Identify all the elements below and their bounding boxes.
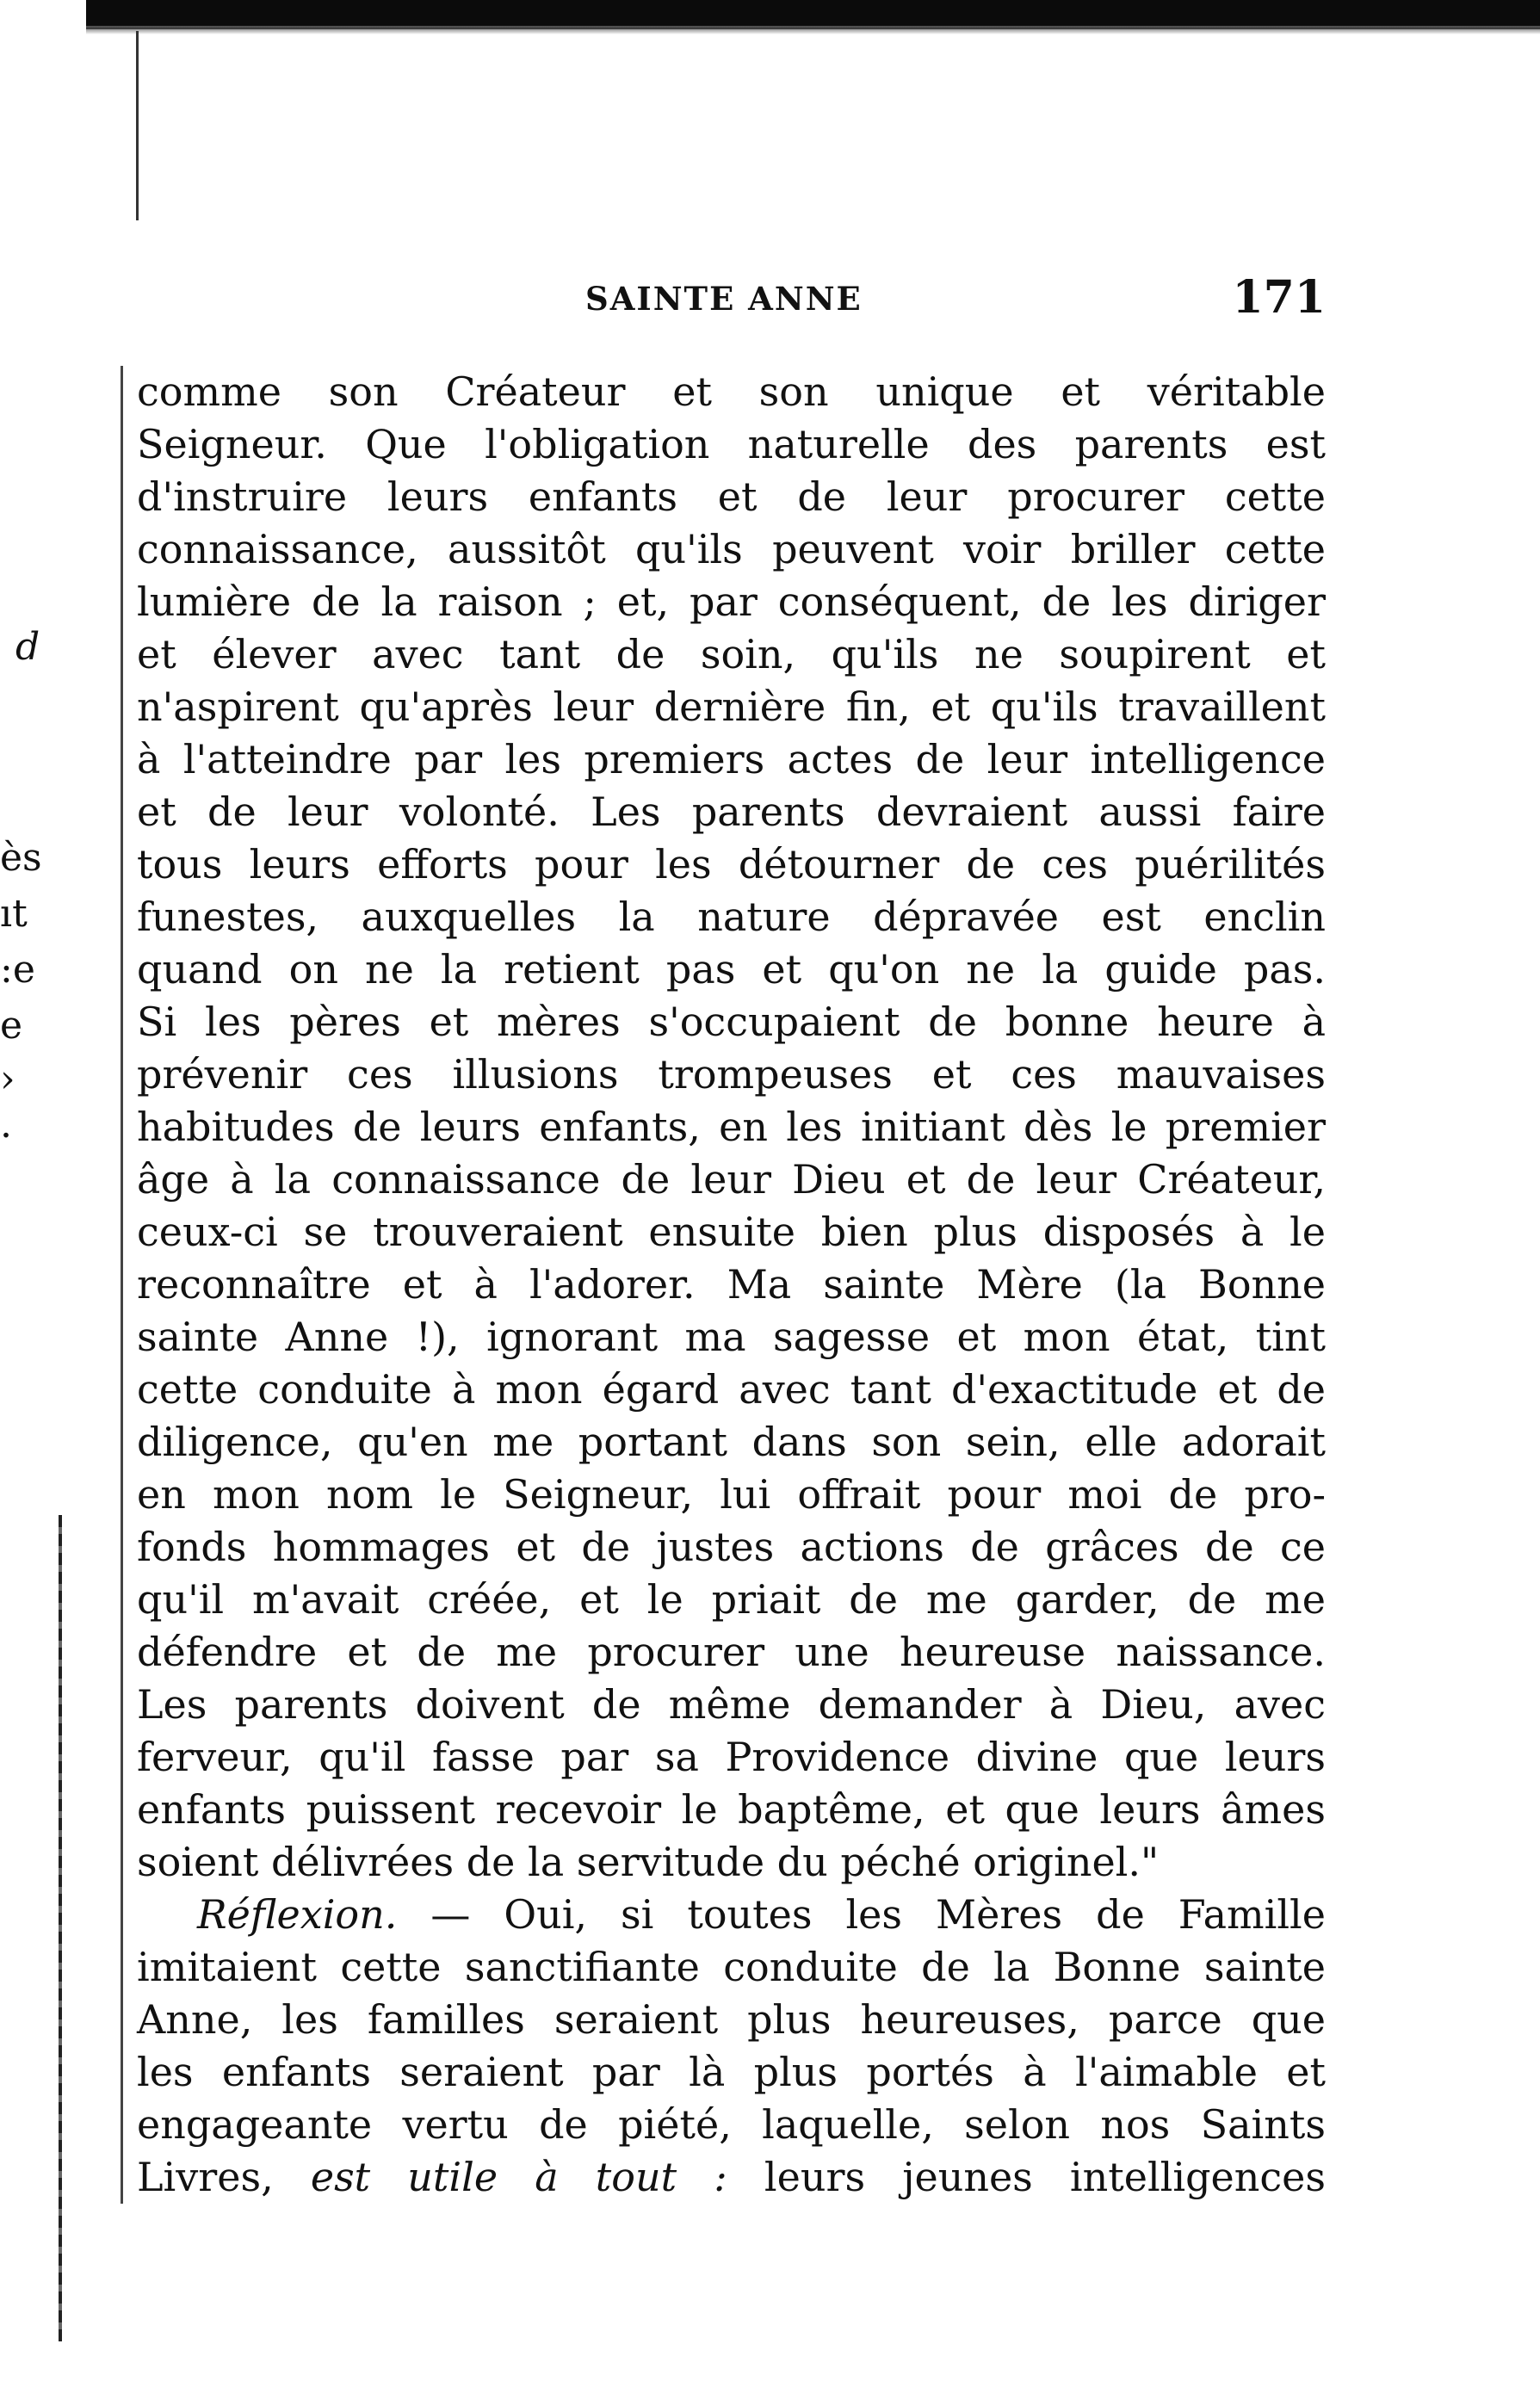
scan-top-edge	[86, 0, 1540, 29]
body-text	[121, 366, 1326, 2204]
binding-shadow	[136, 31, 139, 220]
page-number: 171	[1232, 271, 1326, 324]
text-line: d'instruire leurs enfants et de leur procurer cette	[137, 473, 1326, 520]
text-line: et de leur volonté. Les parents devraient aussi faire	[137, 789, 1326, 835]
margin-fragment: e	[0, 1004, 23, 1048]
italic-phrase: est utile à tout :	[310, 2154, 727, 2200]
margin-fragment: ›	[0, 1057, 15, 1101]
reflexion-text: — Oui, si toutes les Mères de Famille	[397, 1891, 1326, 1938]
page-header	[121, 271, 1326, 340]
text-line: en mon nom le Seigneur, lui offrait pour moi de pro-	[137, 1471, 1326, 1518]
text-line: lumière de la raison ; et, par conséquent, de les diriger	[137, 578, 1326, 625]
text-line: reconnaître et à l'adorer. Ma sainte Mère (la Bonne	[137, 1261, 1326, 1308]
text-line: habitudes de leurs enfants, en les initiant dès le premier	[137, 1104, 1326, 1150]
text-line: funestes, auxquelles la nature dépravée est enclin	[137, 894, 1326, 940]
margin-fragment: ès	[0, 836, 42, 880]
gutter-edge	[59, 1515, 62, 2341]
text-line: les enfants seraient par là plus portés à l'aimable et	[137, 2049, 1326, 2095]
text-line: Si les pères et mères s'occupaient de bonne heure à	[137, 999, 1326, 1045]
text-line	[137, 1889, 1326, 1941]
text-line: qu'il m'avait créée, et le priait de me garder, de me	[137, 1576, 1326, 1623]
text-line: imitaient cette sanctifiante conduite de la Bonne sainte	[137, 1944, 1326, 1990]
margin-fragment: .	[0, 1103, 12, 1147]
text-line: tous leurs efforts pour les détourner de ces puérilités	[137, 841, 1326, 887]
text-line: fonds hommages et de justes actions de grâces de ce	[137, 1524, 1326, 1570]
text-line: enfants puissent recevoir le baptême, et que leurs âmes	[137, 1786, 1326, 1833]
text-line: Les parents doivent de même demander à Dieu, avec	[137, 1681, 1326, 1728]
text-line: âge à la connaissance de leur Dieu et de leur Créateur,	[137, 1156, 1326, 1203]
text-line	[137, 2151, 1326, 2204]
text-line: sainte Anne !), ignorant ma sagesse et mon état, tint	[137, 1314, 1326, 1360]
text-segment: Livres,	[137, 2154, 311, 2200]
text-line: ferveur, qu'il fasse par sa Providence divine que leurs	[137, 1734, 1326, 1780]
text-line: Anne, les familles seraient plus heureuses, parce que	[137, 1996, 1326, 2043]
text-line: ceux-ci se trouveraient ensuite bien plus disposés à le	[137, 1209, 1326, 1255]
paragraph	[137, 366, 1326, 1889]
margin-fragment: :e	[0, 948, 35, 992]
text-line: engageante vertu de piété, laquelle, selon nos Saints	[137, 2101, 1326, 2148]
margin-fragment: ıt	[0, 892, 28, 936]
text-line: défendre et de me procurer une heureuse naissance.	[137, 1629, 1326, 1675]
text-line: Seigneur. Que l'obligation naturelle des parents est	[137, 421, 1326, 467]
text-line: cette conduite à mon égard avec tant d'exactitude et de	[137, 1366, 1326, 1413]
text-line: et élever avec tant de soin, qu'ils ne soupirent et	[137, 631, 1326, 677]
text-segment: leurs jeunes intelligences	[727, 2154, 1326, 2200]
text-line: prévenir ces illusions trompeuses et ces mauvaises	[137, 1051, 1326, 1098]
text-line: soient délivrées de la servitude du péché originel."	[137, 1839, 1160, 1885]
text-line: comme son Créateur et son unique et véritable	[137, 368, 1326, 415]
text-line: n'aspirent qu'après leur dernière fin, et qu'ils travaillent	[137, 683, 1326, 730]
margin-fragment: d	[15, 625, 40, 669]
text-line: à l'atteindre par les premiers actes de leur intelligence	[137, 736, 1326, 782]
text-line: diligence, qu'en me portant dans son sein, elle adorait	[137, 1419, 1326, 1465]
reflexion-paragraph	[137, 1889, 1326, 2204]
text-line: connaissance, aussitôt qu'ils peuvent voir briller cette	[137, 526, 1326, 572]
text-line: quand on ne la retient pas et qu'on ne la guide pas.	[137, 946, 1326, 993]
running-title: SAINTE ANNE	[585, 280, 863, 318]
facing-page-fragments	[0, 0, 69, 1205]
reflexion-label: Réflexion.	[197, 1891, 398, 1938]
